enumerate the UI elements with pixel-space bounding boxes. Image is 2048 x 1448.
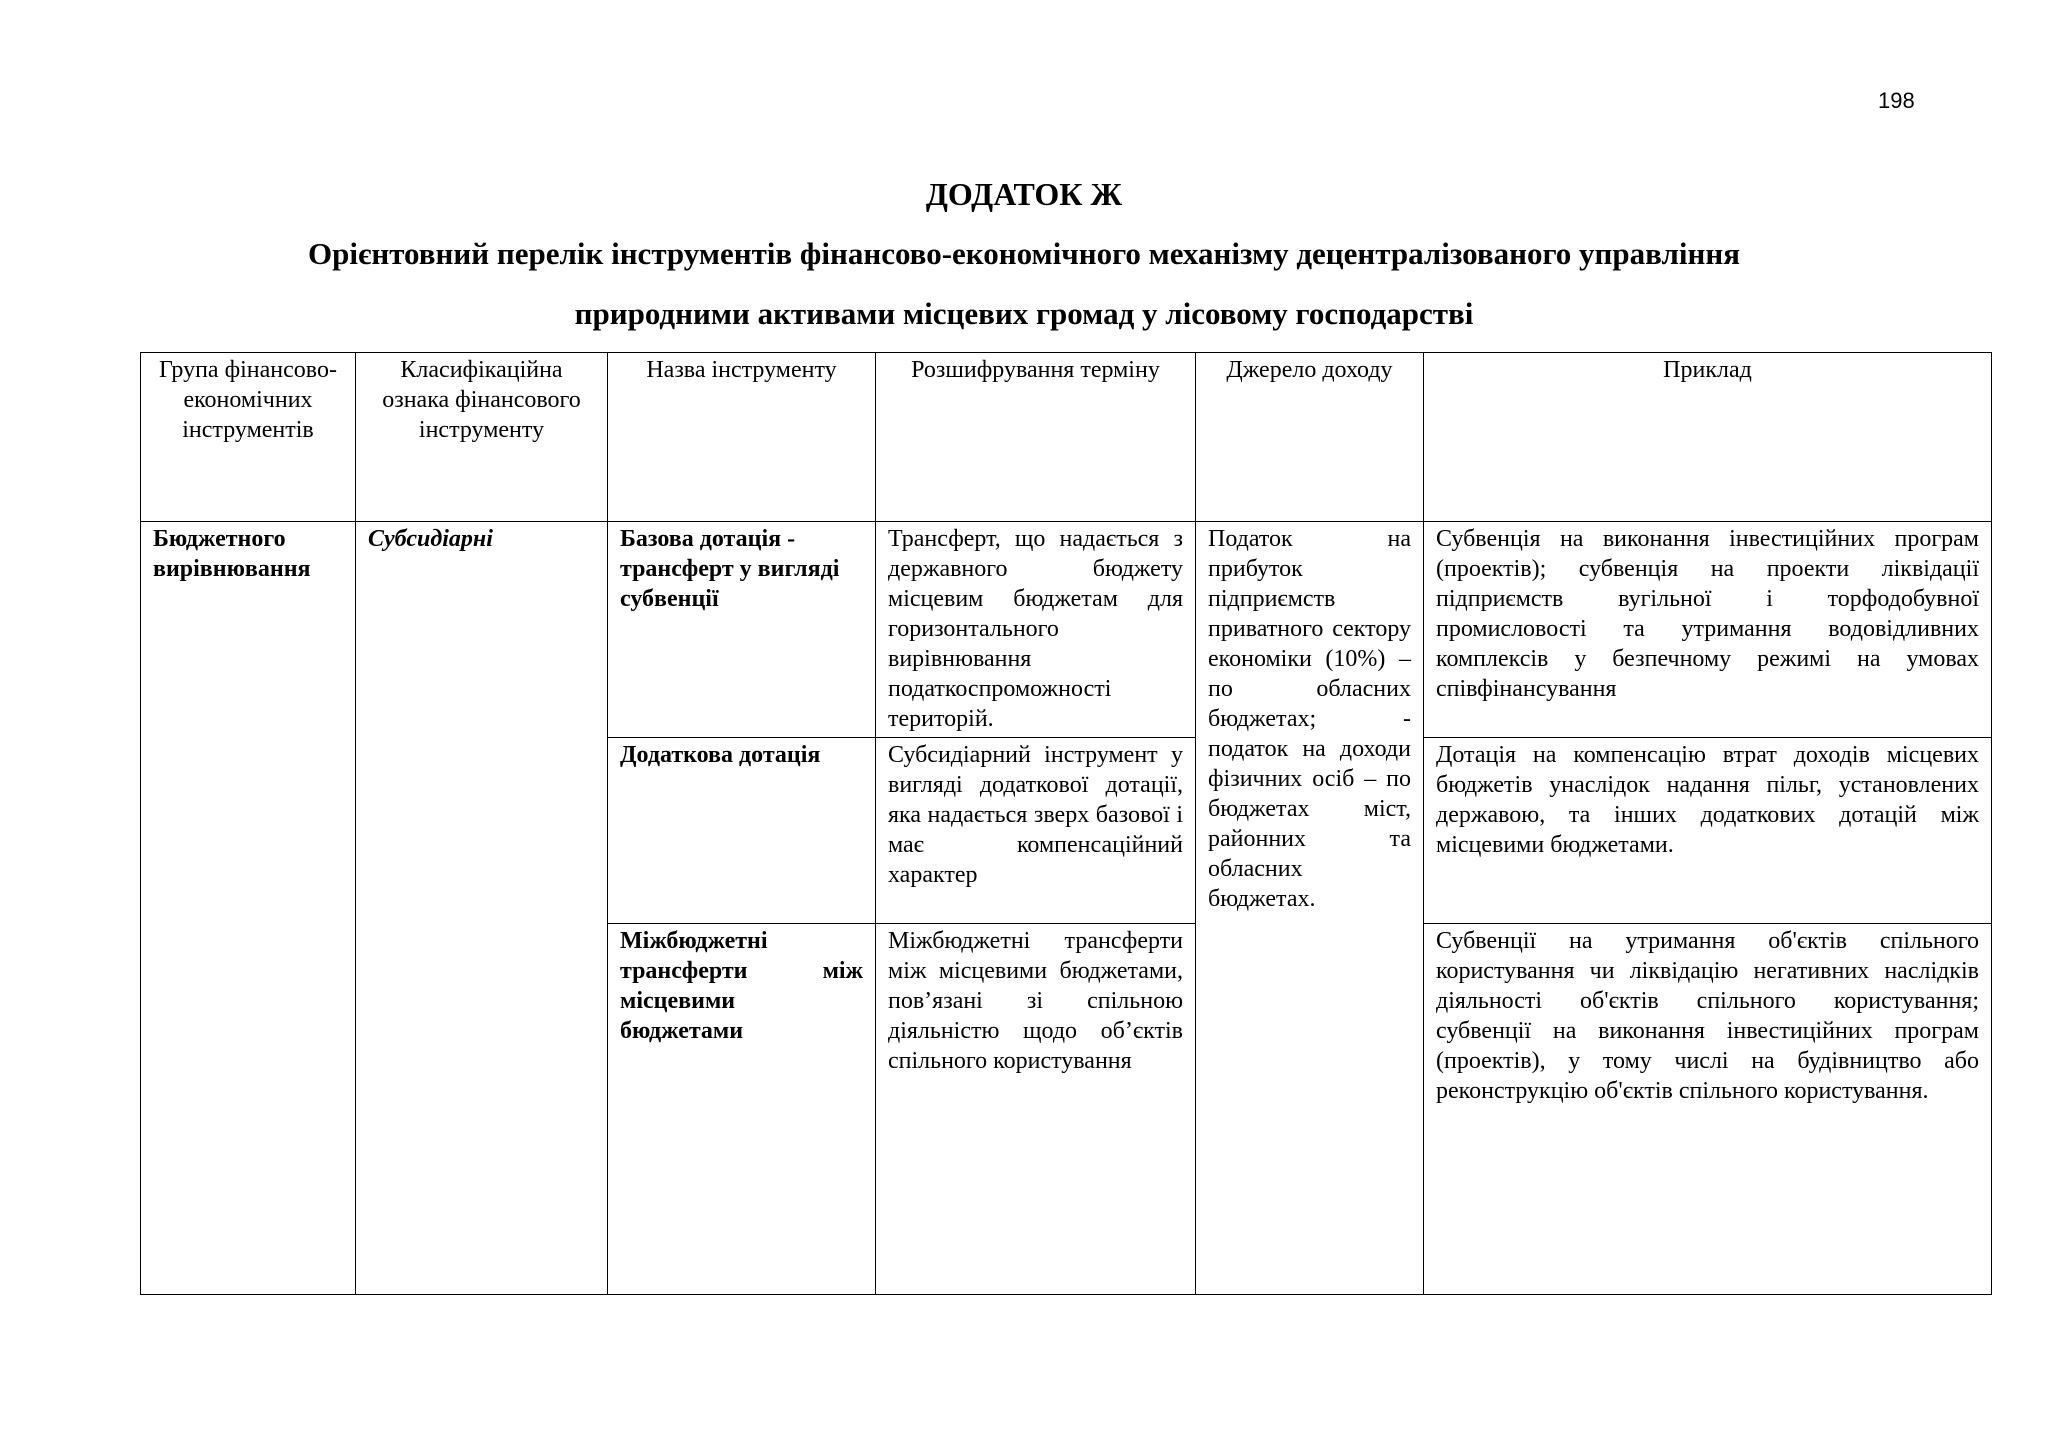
header-definition: Розшифрування терміну [876,353,1196,522]
header-classification: Класифікаційна ознака фінансового інструменту [356,353,608,522]
header-income-source: Джерело доходу [1196,353,1424,522]
header-group: Група фінансово-економічних інструментів [141,353,356,522]
appendix-title: ДОДАТОК Ж [925,176,1123,212]
cell-classification: Субсидіарні [356,522,608,1295]
cell-example: Субвенції на утримання об'єктів спільного користування чи ліквідацію негативних наслідків діяльності об'єктів спільного користування; субвенції на виконання інвестиційних програм (проектів), у тому числі на будівництво або реконструкцію об'єктів спільного користування. [1424,924,1992,1295]
cell-instrument-name: Базова дотація - трансферт у вигляді субвенції [608,522,876,738]
header-row [141,353,1992,522]
cell-instrument-name: Додаткова дотація [608,738,876,924]
instruments-table [140,352,1992,1295]
cell-definition: Трансферт, що надається з державного бюджету місцевим бюджетам для горизонтального вирівнювання податкоспроможності територій. [876,522,1196,738]
cell-example: Дотація на компенсацію втрат доходів місцевих бюджетів унаслідок надання пільг, установлених державою, та інших додаткових дотацій між місцевими бюджетами. [1424,738,1992,924]
cell-group: Бюджетного вирівнювання [141,522,356,1295]
cell-definition: Міжбюджетні трансферти між місцевими бюджетами, пов’язані зі спільною діяльністю щодо об’єктів спільного користування [876,924,1196,1295]
cell-instrument-name: Міжбюджетні трансферти між місцевими бюджетами [608,924,876,1295]
table-row [141,522,1992,738]
cell-income-source: Податок на прибуток підприємств приватного сектору економіки (10%) – по обласних бюджетах; - податок на доходи фізичних осіб – по бюджетах міст, районних та обласних бюджетах. [1196,522,1424,1295]
cell-example: Субвенція на виконання інвестиційних програм (проектів); субвенція на проекти ліквідації підприємств вугільної і торфодобувної промисловості та утримання водовідливних комплексів у безпечному режимі на умовах співфінансування [1424,522,1992,738]
subtitle-line-2: природними активами місцевих громад у лісовому господарстві [574,296,1474,331]
header-name: Назва інструменту [608,353,876,522]
subtitle-line-1: Орієнтовний перелік інструментів фінансово-економічного механізму децентралізованого управління [308,236,1740,271]
header-example: Приклад [1424,353,1992,522]
cell-definition: Субсидіарний інструмент у вигляді додаткової дотації, яка надається зверх базової і має компенсаційний характер [876,738,1196,924]
page-number: 198 [1878,88,1915,113]
